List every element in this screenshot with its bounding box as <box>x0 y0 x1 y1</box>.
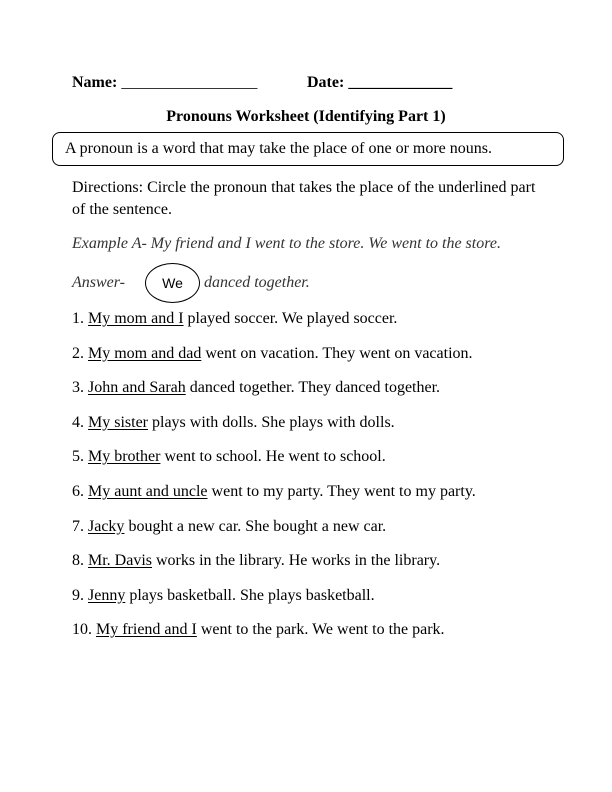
answer-circled-word: We <box>145 263 200 303</box>
underlined-phrase: My friend and I <box>96 621 197 639</box>
date-field <box>307 74 452 92</box>
question-rest: works in the library. He works in the library. <box>152 552 441 570</box>
question-number: 10. <box>72 621 92 639</box>
question-list <box>72 310 572 656</box>
question-rest: plays basketball. She plays basketball. <box>125 586 375 604</box>
question-item <box>72 587 572 622</box>
name-field <box>72 74 257 92</box>
worksheet-title: Pronouns Worksheet (Identifying Part 1) <box>166 108 446 125</box>
question-item <box>72 483 572 518</box>
question-item <box>72 345 572 380</box>
question-number: 7. <box>72 517 84 535</box>
question-item <box>72 448 572 483</box>
answer-rest-text: danced together. <box>204 274 310 291</box>
question-rest: plays with dolls. She plays with dolls. <box>148 413 395 431</box>
question-number: 5. <box>72 448 84 466</box>
name-label: Name: <box>72 74 118 91</box>
underlined-phrase: Mr. Davis <box>88 552 152 570</box>
question-item <box>72 552 572 587</box>
question-rest: played soccer. We played soccer. <box>183 310 398 327</box>
directions-text: Directions: Circle the pronoun that takes the place of the underlined part of the sentence. <box>72 179 536 218</box>
question-number: 2. <box>72 344 84 362</box>
name-blank-line[interactable]: _________________ <box>121 74 258 91</box>
date-blank-line[interactable]: _____________ <box>348 74 453 91</box>
underlined-phrase: My aunt and uncle <box>88 482 208 500</box>
question-rest: went to school. He went to school. <box>160 448 386 466</box>
definition-box <box>52 132 564 166</box>
question-rest: bought a new car. She bought a new car. <box>124 517 387 535</box>
question-number: 1. <box>72 310 84 327</box>
question-rest: went on vacation. They went on vacation. <box>201 344 473 362</box>
question-item <box>72 310 572 345</box>
underlined-phrase: Jacky <box>88 517 125 535</box>
date-label: Date: <box>307 74 345 91</box>
question-number: 8. <box>72 552 84 570</box>
underlined-phrase: John and Sarah <box>88 379 186 397</box>
question-number: 6. <box>72 482 84 500</box>
underlined-phrase: Jenny <box>88 586 126 604</box>
question-rest: went to my party. They went to my party. <box>207 482 476 500</box>
underlined-phrase: My brother <box>88 448 161 466</box>
question-item <box>72 379 572 414</box>
question-rest: danced together. They danced together. <box>185 379 441 397</box>
underlined-phrase: My sister <box>88 413 148 431</box>
definition-text: A pronoun is a word that may take the place of one or more nouns. <box>65 140 492 157</box>
underlined-phrase: My mom and I <box>88 310 184 327</box>
question-number: 3. <box>72 379 84 397</box>
example-sentence: Example A- My friend and I went to the store. We went to the store. <box>72 235 501 252</box>
question-item <box>72 621 572 656</box>
underlined-phrase: My mom and dad <box>88 344 202 362</box>
question-item <box>72 414 572 449</box>
question-number: 9. <box>72 586 84 604</box>
question-rest: went to the park. We went to the park. <box>196 621 445 639</box>
question-number: 4. <box>72 413 84 431</box>
question-item <box>72 518 572 553</box>
answer-label: Answer- <box>72 274 126 291</box>
